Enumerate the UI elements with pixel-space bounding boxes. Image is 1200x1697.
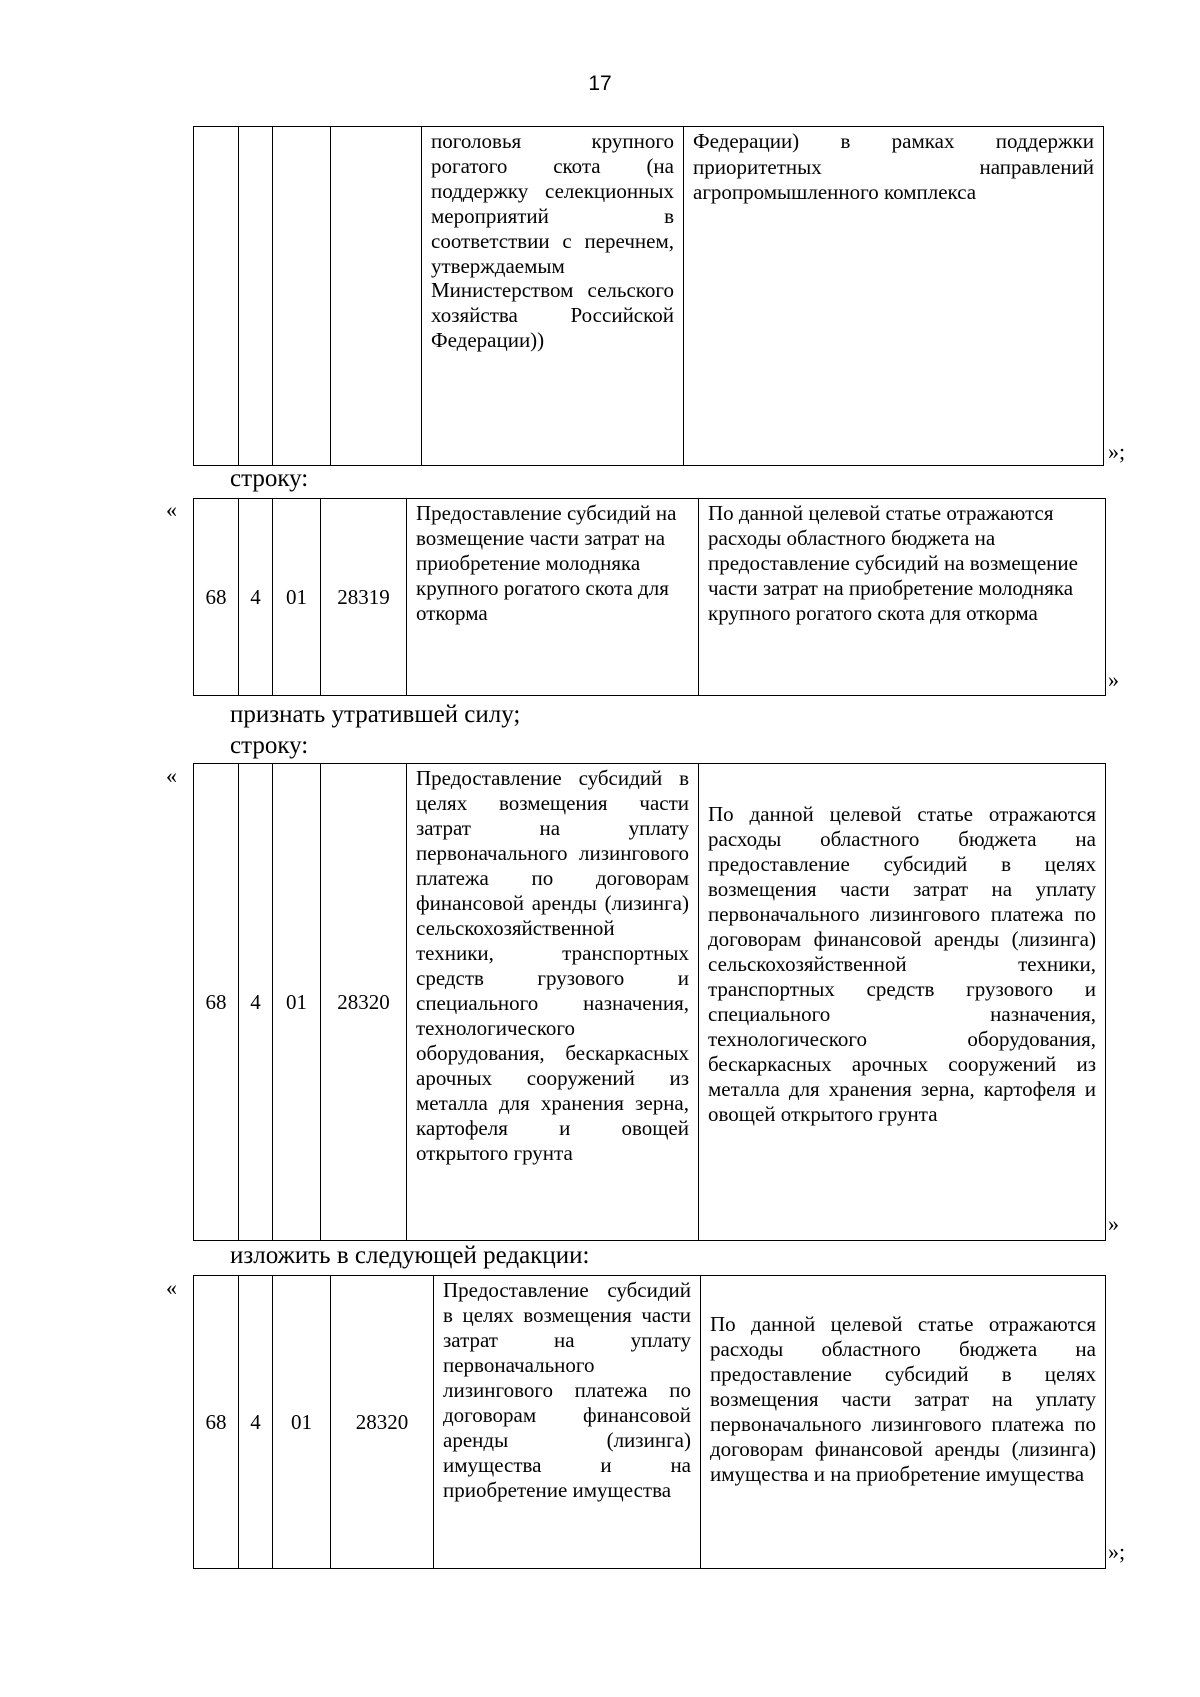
page-number: 17 <box>588 72 612 95</box>
code-cell-3: 01 <box>273 1276 331 1569</box>
code-cell-1: 68 <box>194 764 239 1241</box>
budget-table-continuation <box>193 126 1104 466</box>
code-cell-4: 28319 <box>321 499 407 696</box>
table-row <box>194 1276 1106 1569</box>
closing-quote: »; <box>1108 439 1126 464</box>
code-cell-3 <box>273 127 331 466</box>
opening-quote: « <box>166 1275 177 1300</box>
table-row <box>194 127 1104 466</box>
paragraph-text: признать утратившей силу; <box>230 701 521 728</box>
code-cell-1: 68 <box>194 499 239 696</box>
code-cell-2: 4 <box>239 764 273 1241</box>
code-cell-2: 4 <box>239 499 273 696</box>
budget-table-28320-old <box>193 763 1106 1241</box>
code-cell-2: 4 <box>239 1276 273 1569</box>
article-name: Предоставление субсидий в целях возмещения части затрат на уплату первоначального лизингового платежа по договорам финансовой аренды (лизинга) сельскохозяйственной техники, транспортных средств грузового и специального назначения, технологического оборудования, бескаркасных арочных сооружений из металла для хранения зерна, картофеля и овощей открытого грунта <box>407 764 699 1241</box>
paragraph-text: строку: <box>230 732 309 759</box>
article-description: По данной целевой статье отражаются расходы областного бюджета на предоставление субсидий в целях возмещения части затрат на уплату первоначального лизингового платежа по договорам финансовой аренды (лизинга) имущества и на приобретение имущества <box>701 1276 1106 1569</box>
opening-quote: « <box>166 497 177 522</box>
table-row <box>194 764 1106 1241</box>
code-cell-3: 01 <box>273 499 321 696</box>
closing-quote: » <box>1108 667 1119 692</box>
paragraph-text: строку: <box>230 465 309 492</box>
code-cell-3: 01 <box>273 764 321 1241</box>
paragraph-text: изложить в следующей редакции: <box>230 1242 590 1269</box>
code-cell-4: 28320 <box>321 764 407 1241</box>
code-cell-4 <box>331 127 422 466</box>
article-description: Федерации) в рамках поддержки приоритетных направлений агропромышленного комплекса <box>684 127 1104 466</box>
code-cell-1 <box>194 127 239 466</box>
code-cell-2 <box>239 127 273 466</box>
opening-quote: « <box>166 763 177 788</box>
budget-table-28319 <box>193 498 1106 696</box>
budget-table-28320-new <box>193 1275 1106 1569</box>
article-name: поголовья крупного рогатого скота (на поддержку селекционных мероприятий в соответствии с перечнем, утверждаемым Министерством сельского хозяйства Российской Федерации)) <box>422 127 684 466</box>
table-row <box>194 499 1106 696</box>
closing-quote: » <box>1108 1211 1119 1236</box>
article-description: По данной целевой статье отражаются расходы областного бюджета на предоставление субсидий на возмещение части затрат на приобретение молодняка крупного рогатого скота для откорма <box>699 499 1106 696</box>
code-cell-4: 28320 <box>331 1276 434 1569</box>
article-description: По данной целевой статье отражаются расходы областного бюджета на предоставление субсидий в целях возмещения части затрат на уплату первоначального лизингового платежа по договорам финансовой аренды (лизинга) сельскохозяйственной техники, транспортных средств грузового и специального назначения, технологического оборудования, бескаркасных арочных сооружений из металла для хранения зерна, картофеля и овощей открытого грунта <box>699 764 1106 1241</box>
article-name: Предоставление субсидий в целях возмещения части затрат на уплату первоначального лизингового платежа по договорам финансовой аренды (лизинга) имущества и на приобретение имущества <box>434 1276 701 1569</box>
code-cell-1: 68 <box>194 1276 239 1569</box>
closing-quote: »; <box>1108 1539 1126 1564</box>
article-name: Предоставление субсидий на возмещение части затрат на приобретение молодняка крупного рогатого скота для откорма <box>407 499 699 696</box>
